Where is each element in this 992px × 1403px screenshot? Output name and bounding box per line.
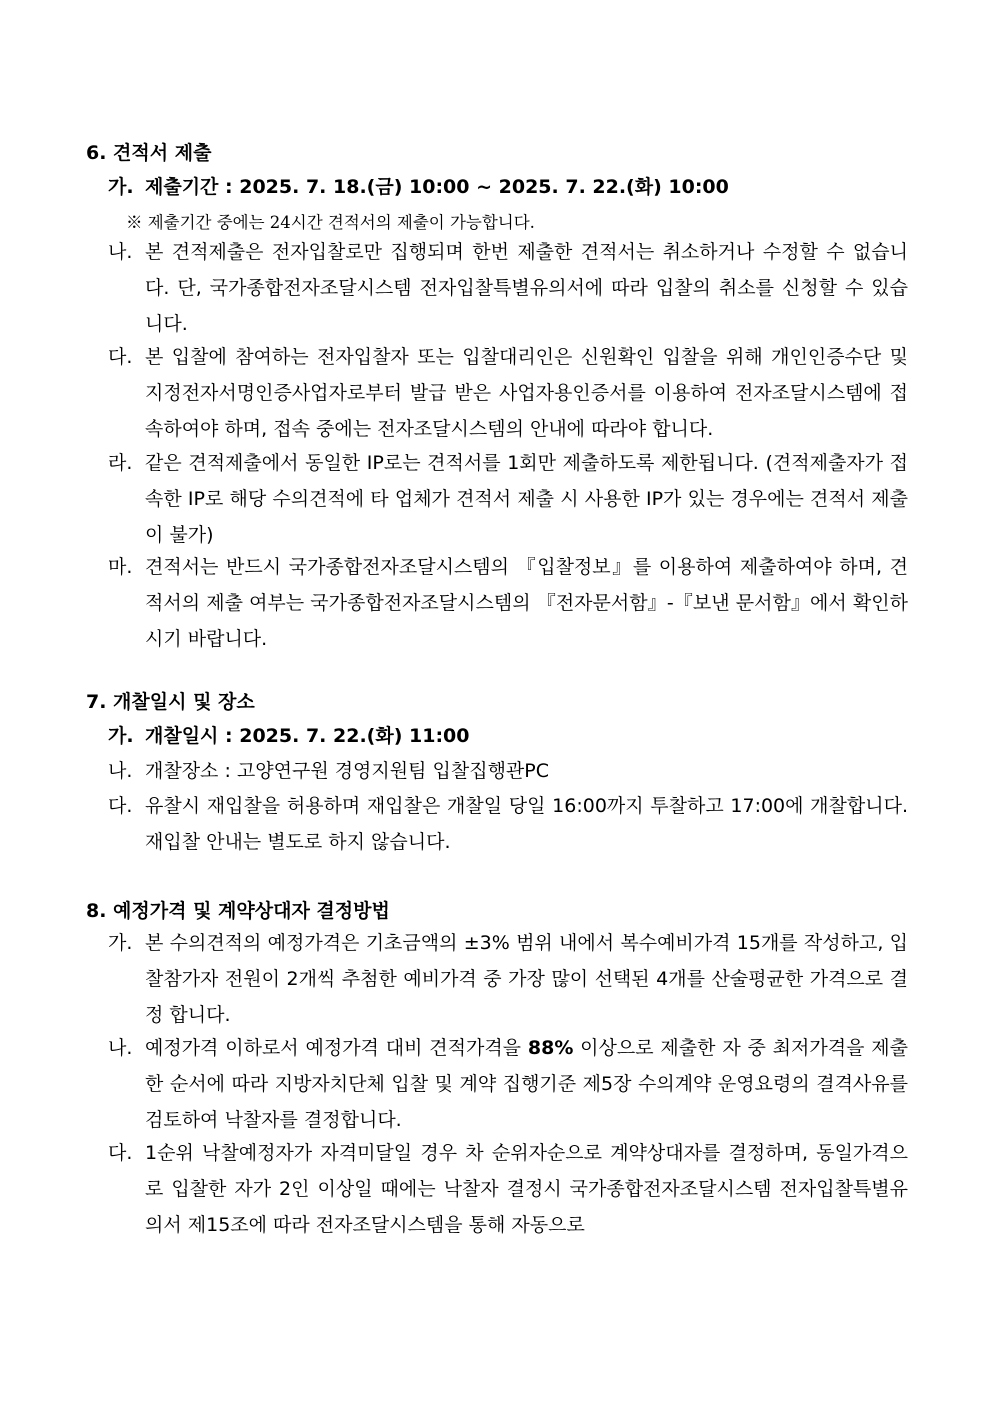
- sec8-item-b: [108, 1030, 908, 1138]
- item-marker: 가.: [108, 932, 133, 954]
- sec6-item-a: [108, 169, 908, 205]
- item-marker: 다.: [108, 795, 133, 817]
- bid-rate-highlight: 88%: [527, 1037, 574, 1059]
- item-text: 개찰일시 : 2025. 7. 22.(화) 11:00: [145, 725, 470, 747]
- item-marker: 마.: [108, 556, 133, 578]
- section-8-heading: 8. 예정가격 및 계약상대자 결정방법: [86, 900, 390, 922]
- section-7-heading: 7. 개찰일시 및 장소: [86, 691, 255, 713]
- item-text: 견적서는 반드시 국가종합전자조달시스템의 『입찰정보』를 이용하여 제출하여야 하며, 견적서의 제출 여부는 국가종합전자조달시스템의 『전자문서함』-『보낸 문서함』에서 확인하시기 바랍니다.: [145, 556, 908, 650]
- item-text: 제출기간 : 2025. 7. 18.(금) 10:00 ~ 2025. 7. 22.(화) 10:00: [145, 176, 729, 198]
- item-text-pre: 예정가격 이하로서 예정가격 대비 견적가격을: [145, 1037, 528, 1059]
- item-text: 유찰시 재입찰을 허용하며 재입찰은 개찰일 당일 16:00까지 투찰하고 17:00에 개찰합니다. 재입찰 안내는 별도로 하지 않습니다.: [145, 795, 908, 853]
- item-marker: 나.: [108, 241, 133, 263]
- item-marker: 다.: [108, 346, 133, 368]
- item-marker: 라.: [108, 452, 133, 474]
- sec6-item-d: [108, 445, 908, 553]
- item-marker: 가.: [108, 725, 134, 747]
- item-text: 개찰장소 : 고양연구원 경영지원팀 입찰집행관PC: [145, 760, 550, 782]
- item-text: 같은 견적제출에서 동일한 IP로는 견적서를 1회만 제출하도록 제한됩니다. (견적제출자가 접속한 IP로 해당 수의견적에 타 업체가 견적서 제출 시 사용한 IP가 있는 경우에는 견적서 제출이 불가): [145, 452, 908, 546]
- sec7-item-c: [108, 788, 908, 860]
- sec6-item-b: [108, 234, 908, 342]
- sec7-item-a: [108, 718, 908, 754]
- item-marker: 가.: [108, 176, 134, 198]
- item-marker: 나.: [108, 760, 133, 782]
- sec6-item-e: [108, 549, 908, 657]
- sec6-item-c: [108, 339, 908, 447]
- sec6-note: ※ 제출기간 중에는 24시간 견적서의 제출이 가능합니다.: [126, 213, 535, 232]
- item-text: 1순위 낙찰예정자가 자격미달일 경우 차 순위자순으로 계약상대자를 결정하며, 동일가격으로 입찰한 자가 2인 이상일 때에는 낙찰자 결정시 국가종합전자조달시스템 전자입찰특별유의서 제15조에 따라 전자조달시스템을 통해 자동으로: [145, 1142, 908, 1236]
- item-text-post: 이상으로 제출한 자 중 최저가격을 제출한 순서에 따라 지방자치단체 입찰 및 계약 집행기준 제5장 수의계약 운영요령의 결격사유를 검토하여 낙찰자를 결정합니다.: [145, 1037, 908, 1131]
- item-marker: 나.: [108, 1037, 133, 1059]
- item-marker: 다.: [108, 1142, 133, 1164]
- item-text: 본 견적제출은 전자입찰로만 집행되며 한번 제출한 견적서는 취소하거나 수정할 수 없습니다. 단, 국가종합전자조달시스템 전자입찰특별유의서에 따라 입찰의 취소를 신청할 수 있습니다.: [145, 241, 908, 335]
- section-6-heading: 6. 견적서 제출: [86, 142, 212, 164]
- item-text: [108, 1030, 908, 1138]
- item-text: 본 수의견적의 예정가격은 기초금액의 ±3% 범위 내에서 복수예비가격 15개를 작성하고, 입찰참가자 전원이 2개씩 추첨한 예비가격 중 가장 많이 선택된 4개를 산술평균한 가격으로 결정 합니다.: [145, 932, 908, 1026]
- sec8-item-a: [108, 925, 908, 1033]
- sec8-item-c: [108, 1135, 908, 1243]
- item-text: 본 입찰에 참여하는 전자입찰자 또는 입찰대리인은 신원확인 입찰을 위해 개인인증수단 및 지정전자서명인증사업자로부터 발급 받은 사업자용인증서를 이용하여 전자조달시스템에 접속하여야 하며, 접속 중에는 전자조달시스템의 안내에 따라야 합니다.: [145, 346, 908, 440]
- sec7-item-b: [108, 753, 908, 789]
